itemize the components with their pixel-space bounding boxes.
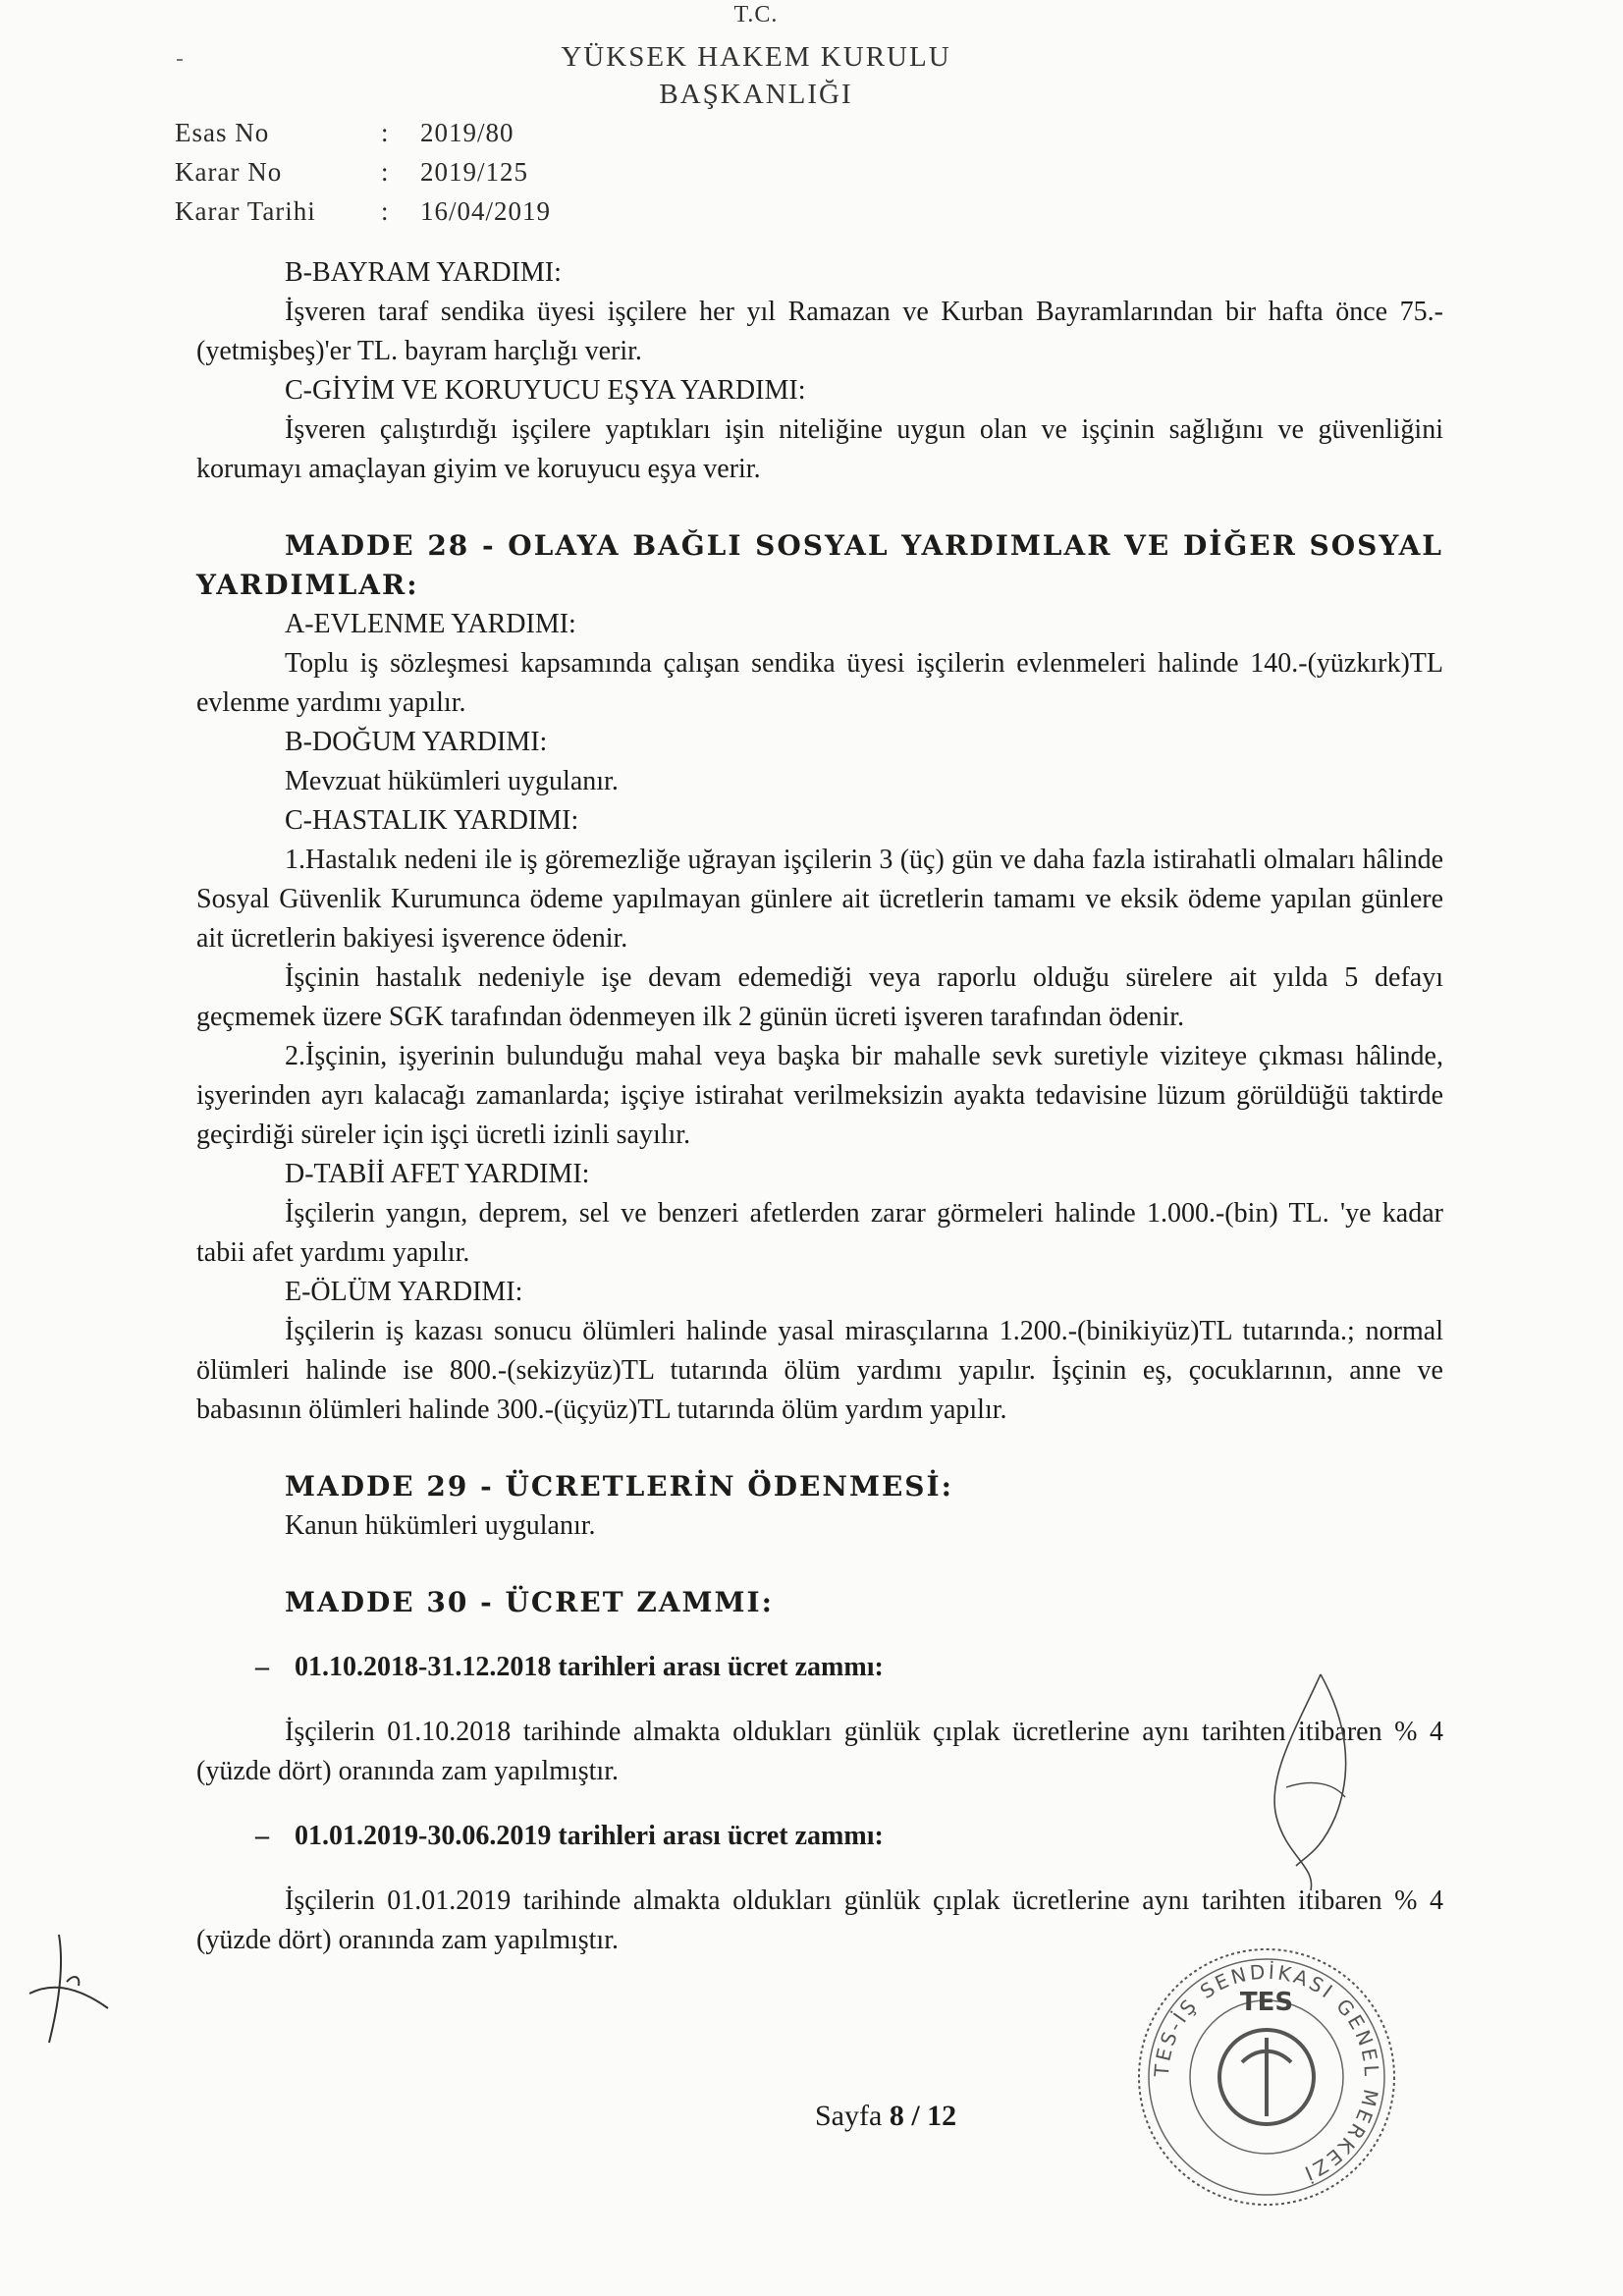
- meta-colon: :: [381, 196, 390, 226]
- section-heading-hastalik: C-HASTALIK YARDIMI:: [285, 805, 579, 836]
- raise-period-2-text: İşçilerin 01.01.2019 tarihinde almakta oldukları günlük çıplak ücretlerine aynı tarihten itibaren % 4 (yüzde dört) oranında zam yapılmıştır.: [196, 1886, 1443, 1955]
- meta-colon: :: [381, 118, 390, 147]
- page-number-prefix: Sayfa: [815, 2100, 883, 2132]
- paragraph-afet: İşçilerin yangın, deprem, sel ve benzeri afetlerden zarar görmeleri halinde 1.000.-(bin) TL. 'ye kadar tabii afet yardımı yapılır.: [196, 1198, 1443, 1268]
- raise-period-2-title: 01.01.2019-30.06.2019 tarihleri arası ücret zammı:: [295, 1821, 884, 1851]
- document-body: [196, 253, 1443, 1960]
- paragraph-evlenme: Toplu iş sözleşmesi kapsamında çalışan sendika üyesi işçilerin evlenmeleri halinde 140.-(yüzkırk)TL evlenme yardımı yapılır.: [196, 648, 1443, 718]
- meta-label: Karar Tarihi: [175, 196, 316, 226]
- meta-colon: :: [381, 157, 390, 187]
- meta-label: Esas No: [175, 118, 270, 147]
- section-heading-evlenme: A-EVLENME YARDIMI:: [285, 609, 576, 639]
- svg-text:TES-İŞ SENDİKASI GENEL MERKEZİ: [1150, 1960, 1384, 2187]
- handwritten-initial-mark: [20, 1925, 128, 2062]
- paragraph-hastalik-3: 2.İşçinin, işyerinin bulunduğu mahal veya başka bir mahalle sevk suretiyle viziteye çıkması hâlinde, işyerinden ayrı kalacağı zamanlarda; işçiye istirahat verilmeksizin ayakta tedavisine lüzum görüldüğü taktirde geçirdiği süreler için işçi ücretli izinli sayılır.: [196, 1041, 1443, 1150]
- article-28-title: MADDE 28 - OLAYA BAĞLI SOSYAL YARDIMLAR VE DİĞER SOSYAL YARDIMLAR:: [196, 529, 1443, 601]
- page-number-current: 8: [889, 2100, 904, 2132]
- margin-mark: [177, 59, 183, 61]
- section-heading-afet: D-TABİİ AFET YARDIMI:: [285, 1159, 590, 1189]
- raise-period-1-text: İşçilerin 01.10.2018 tarihinde almakta oldukları günlük çıplak ücretlerine aynı tarihten itibaren % 4 (yüzde dört) oranında zam yapılmıştır.: [196, 1717, 1443, 1786]
- meta-value: 2019/80: [420, 118, 514, 147]
- page-number-total: 12: [927, 2100, 957, 2132]
- page-number-separator: /: [911, 2100, 920, 2132]
- section-heading-bayram: B-BAYRAM YARDIMI:: [285, 257, 562, 288]
- paragraph-dogum: Mevzuat hükümleri uygulanır.: [285, 766, 619, 796]
- raise-period-1-title: 01.10.2018-31.12.2018 tarihleri arası ücret zammı:: [295, 1652, 884, 1682]
- article-30-title: MADDE 30 - ÜCRET ZAMMI:: [285, 1586, 774, 1618]
- stamp-center-text: TES: [1239, 1988, 1294, 2017]
- header-tc: T.C.: [733, 2, 779, 27]
- paragraph-madde-29: Kanun hükümleri uygulanır.: [285, 1510, 596, 1541]
- header-presidency: BAŞKANLIĞI: [659, 79, 853, 110]
- paragraph-hastalik-2: İşçinin hastalık nedeniyle işe devam edemediği veya raporlu olduğu sürelere ait yılda 5 defayı geçmemek üzere SGK tarafından ödenmeyen ilk 2 günün ücreti işveren tarafından ödenir.: [196, 962, 1443, 1032]
- section-heading-giyim: C-GİYİM VE KORUYUCU EŞYA YARDIMI:: [285, 375, 806, 406]
- paragraph-giyim: İşveren çalıştırdığı işçilere yaptıkları işin niteliğine uygun olan ve işçinin sağlığını ve güvenliğini korumayı amaçlayan giyim ve koruyucu eşya verir.: [196, 414, 1443, 484]
- header-institution: YÜKSEK HAKEM KURULU: [561, 41, 951, 73]
- dash-bullet: –: [255, 1821, 269, 1851]
- meta-value: 2019/125: [420, 157, 529, 187]
- section-heading-olum: E-ÖLÜM YARDIMI:: [285, 1277, 523, 1307]
- article-29-title: MADDE 29 - ÜCRETLERİN ÖDENMESİ:: [285, 1470, 953, 1503]
- raise-period-2-heading: [196, 1817, 1443, 1856]
- raise-period-1-heading: [196, 1648, 1443, 1687]
- page-number: [815, 2100, 956, 2133]
- dash-bullet: –: [255, 1652, 269, 1682]
- paragraph-hastalik-1: 1.Hastalık nedeni ile iş göremezliğe uğrayan işçilerin 3 (üç) gün ve daha fazla istirahatli olmaları hâlinde Sosyal Güvenlik Kurumunca ödeme yapılmayan günlere ait ücretlerin tamamı ve eksik ödeme yapılan günlere ait ücretlerin bakiyesi işverence ödenir.: [196, 845, 1443, 954]
- paragraph-bayram: İşveren taraf sendika üyesi işçilere her yıl Ramazan ve Kurban Bayramlarından bir hafta önce 75.-(yetmişbeş)'er TL. bayram harçlığı verir.: [196, 297, 1443, 366]
- paragraph-olum: İşçilerin iş kazası sonucu ölümleri halinde yasal mirasçılarına 1.200.-(binikiyüz)TL tutarında.; normal ölümleri halinde ise 800.-(sekizyüz)TL tutarında ölüm yardımı yapılır. İşçinin eş, çocuklarının, anne ve babasının ölümleri halinde 300.-(üçyüz)TL tutarında ölüm yardım yapılır.: [196, 1316, 1443, 1425]
- meta-label: Karar No: [175, 157, 283, 187]
- union-stamp-seal: [1129, 1940, 1404, 2214]
- section-heading-dogum: B-DOĞUM YARDIMI:: [285, 727, 548, 757]
- stamp-ring-text: TES-İŞ SENDİKASI GENEL MERKEZİ: [1149, 1959, 1384, 2187]
- meta-value: 16/04/2019: [420, 196, 552, 226]
